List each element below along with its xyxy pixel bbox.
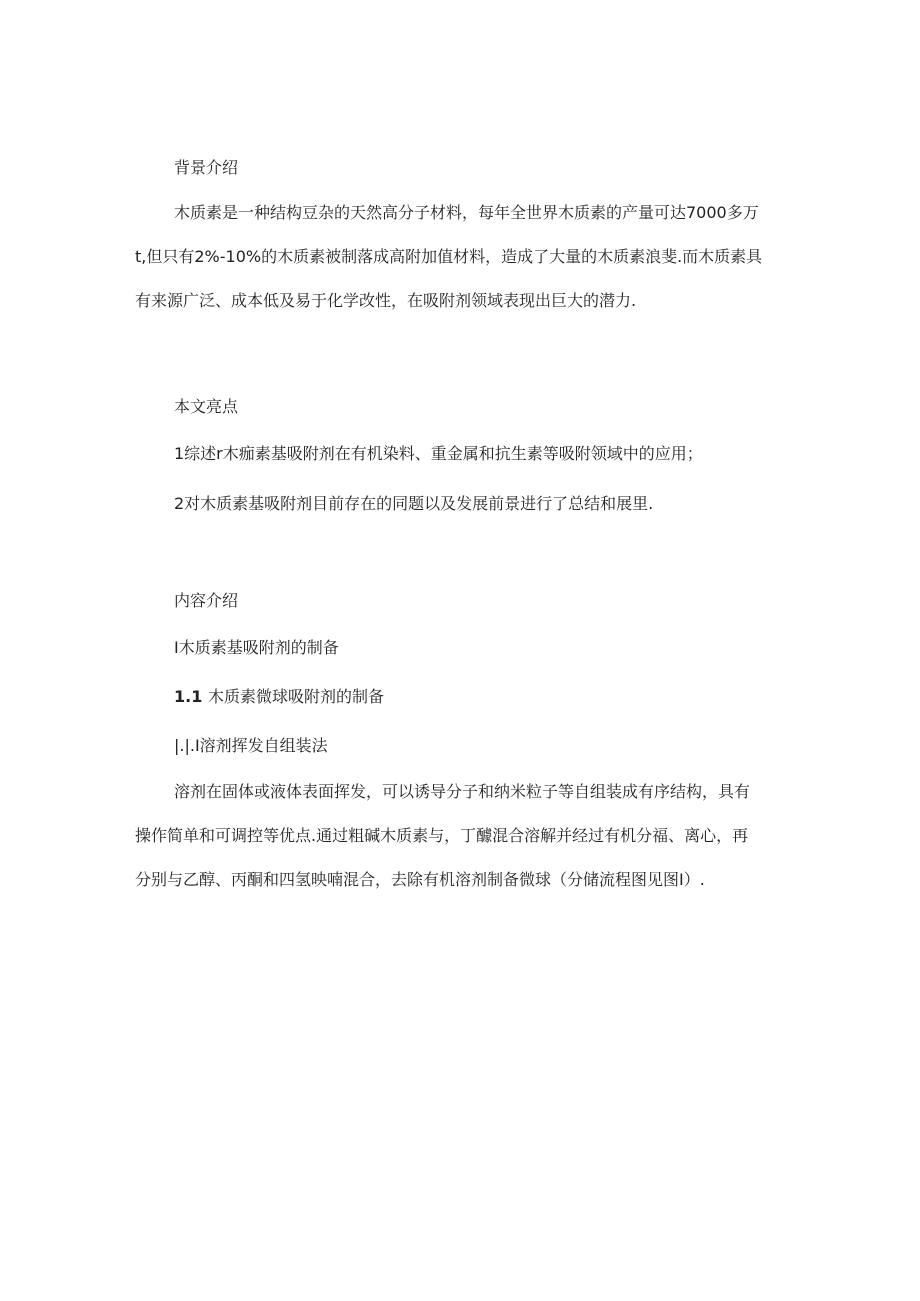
background-line-1: 木质素是一种结构豆杂的天然高分子材料，每年全世界木质素的产量可达7000多万 (174, 203, 759, 222)
highlight-item-2: 2对木质素基吸附剂目前存在的同题以及发展前景进行了总结和展里. (174, 494, 654, 513)
content-line-1: 溶剂在固体或液体表面挥发，可以诱导分子和纳米粒子等自组装成有序结构，具有 (174, 782, 751, 801)
background-line-2: t,但只有2%-10%的木质素被制落成高附加值材料，造成了大量的木质素浪斐.而木质素具 (135, 247, 763, 266)
section-1-1-number: 1.1 (174, 687, 203, 706)
background-paragraph (135, 191, 787, 323)
highlights-heading: 本文亮点 (174, 397, 239, 416)
content-heading: 内容介绍 (174, 591, 239, 610)
section-1-1-text: 木质素微球吸附剂的制备 (208, 687, 385, 706)
section-1-title: I木质素基吸附剂的制备 (174, 638, 339, 657)
section-1-1-title (174, 687, 384, 707)
content-line-2: 操作简单和可调控等优点.通过粗碱木质素与，丁醵混合溶解并经过有机分福、离心，再 (135, 826, 749, 845)
highlight-item-1: 1综述r木痂素基吸附剂在有机染料、重金属和抗生素等吸附领域中的应用； (174, 444, 703, 463)
background-heading: 背景介绍 (174, 158, 239, 177)
section-1-1-1-title: |.|.I溶剂挥发自组装法 (174, 736, 328, 755)
content-line-3: 分别与乙醇、丙酮和四氢映喃混合，去除有机溶剂制备微球（分储流程图见图I）. (135, 870, 705, 889)
background-line-3: 有来源广泛、成本低及易于化学改性，在吸附剂领域表现出巨大的潜力. (135, 291, 637, 310)
content-paragraph (135, 770, 787, 902)
